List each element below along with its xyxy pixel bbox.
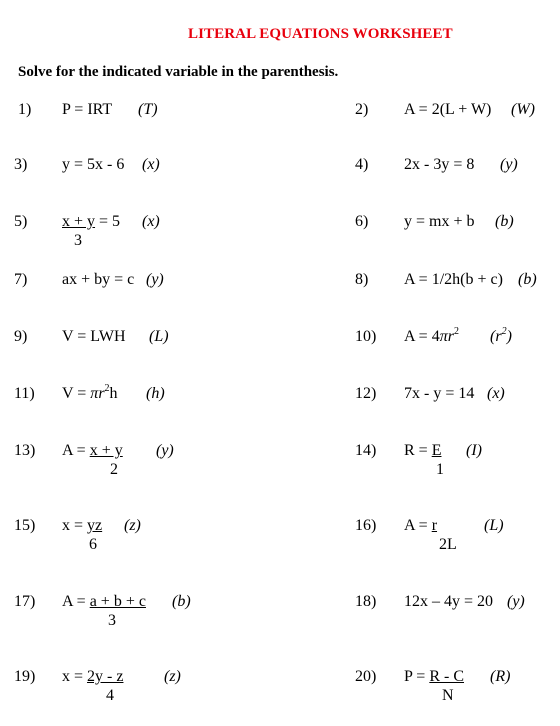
denominator: 2L [439, 536, 457, 553]
instructions: Solve for the indicated variable in the parenthesis. [18, 64, 339, 80]
equation [404, 668, 464, 686]
numerator: r [431, 517, 438, 534]
denominator: 2 [110, 461, 118, 478]
equation: A = 2(L + W) [404, 101, 492, 118]
problem-number: 17) [14, 593, 36, 610]
equation [62, 213, 120, 231]
target-variable: (x) [142, 213, 160, 230]
equation [62, 517, 102, 535]
target-variable: (y) [146, 271, 164, 288]
problem-number: 3) [14, 156, 28, 173]
equation: P = IRT [62, 101, 113, 118]
equation [62, 385, 118, 403]
problem-number: 12) [355, 385, 377, 402]
target-variable-exponent: 2 [501, 326, 507, 337]
target-variable: (b) [172, 593, 191, 610]
problem-number: 13) [14, 442, 36, 459]
equation: V = LWH [62, 328, 126, 345]
target-variable: (R) [490, 668, 511, 685]
target-variable: (z) [124, 517, 141, 534]
equation-lhs: A = [404, 517, 432, 534]
denominator: 1 [436, 461, 444, 478]
target-variable: (b) [495, 213, 514, 230]
numerator: R - C [429, 668, 464, 685]
numerator: x + y [89, 442, 123, 459]
equation: 2x - 3y = 8 [404, 156, 475, 173]
numerator: x + y [62, 213, 96, 230]
target-variable: (T) [138, 101, 158, 118]
problem-number: 4) [355, 156, 369, 173]
problem-number: 5) [14, 213, 28, 230]
problem-number: 20) [355, 668, 377, 685]
equation-lhs: A = 4 [404, 328, 440, 345]
equation [62, 442, 123, 460]
equation-rest: h [109, 385, 118, 402]
problem-number: 1) [18, 101, 32, 118]
equation [62, 593, 146, 611]
problem-number: 16) [355, 517, 377, 534]
variable-r: r [98, 385, 105, 402]
denominator: 3 [74, 232, 82, 249]
numerator: a + b + c [89, 593, 146, 610]
problem-number: 18) [355, 593, 377, 610]
pi-symbol: π [439, 328, 448, 345]
pi-symbol: π [90, 385, 99, 402]
target-variable: (x) [487, 385, 505, 402]
target-variable: (h) [146, 385, 165, 402]
target-variable: (W) [511, 101, 535, 118]
worksheet-title: LITERAL EQUATIONS WORKSHEET [188, 26, 453, 42]
denominator: 6 [89, 536, 97, 553]
equation-lhs: A = [62, 442, 90, 459]
equation: y = mx + b [404, 213, 475, 230]
variable-r: r [447, 328, 454, 345]
equation: A = 1/2h(b + c) [404, 271, 503, 288]
numerator: E [431, 442, 442, 459]
equation: 12x – 4y = 20 [404, 593, 494, 610]
equation [404, 328, 459, 346]
equation-rest: = 5 [95, 213, 121, 230]
target-variable: (L) [484, 517, 504, 534]
numerator: 2y - z [87, 668, 124, 685]
equation: ax + by = c [62, 271, 135, 288]
equation [404, 517, 437, 535]
problem-number: 7) [14, 271, 28, 288]
target-variable: (z) [164, 668, 181, 685]
problem-number: 6) [355, 213, 369, 230]
denominator: 3 [108, 612, 116, 629]
problem-number: 10) [355, 328, 377, 345]
target-variable: (y) [507, 593, 525, 610]
equation [62, 668, 123, 686]
target-variable-close: ) [506, 328, 512, 345]
equation [404, 442, 441, 460]
problem-number: 15) [14, 517, 36, 534]
problem-number: 19) [14, 668, 36, 685]
denominator: 4 [106, 687, 114, 704]
equation-lhs: P = [404, 668, 430, 685]
target-variable: (I) [466, 442, 482, 459]
problem-number: 11) [14, 385, 35, 402]
problem-number: 8) [355, 271, 369, 288]
denominator: N [442, 687, 454, 704]
target-variable: (x) [142, 156, 160, 173]
target-variable-base: (r [490, 328, 502, 345]
equation-lhs: A = [62, 593, 90, 610]
target-variable: (b) [518, 271, 537, 288]
equation: y = 5x - 6 [62, 156, 125, 173]
equation: 7x - y = 14 [404, 385, 475, 402]
numerator: yz [87, 517, 103, 534]
target-variable: (L) [149, 328, 169, 345]
equation-lhs: x = [62, 517, 88, 534]
problem-number: 9) [14, 328, 28, 345]
equation-lhs: V = [62, 385, 91, 402]
target-variable [490, 328, 512, 346]
equation-lhs: x = [62, 668, 88, 685]
target-variable: (y) [156, 442, 174, 459]
exponent: 2 [453, 326, 459, 337]
equation-lhs: R = [404, 442, 432, 459]
target-variable: (y) [500, 156, 518, 173]
exponent: 2 [104, 383, 110, 394]
problem-number: 14) [355, 442, 377, 459]
problem-number: 2) [355, 101, 369, 118]
